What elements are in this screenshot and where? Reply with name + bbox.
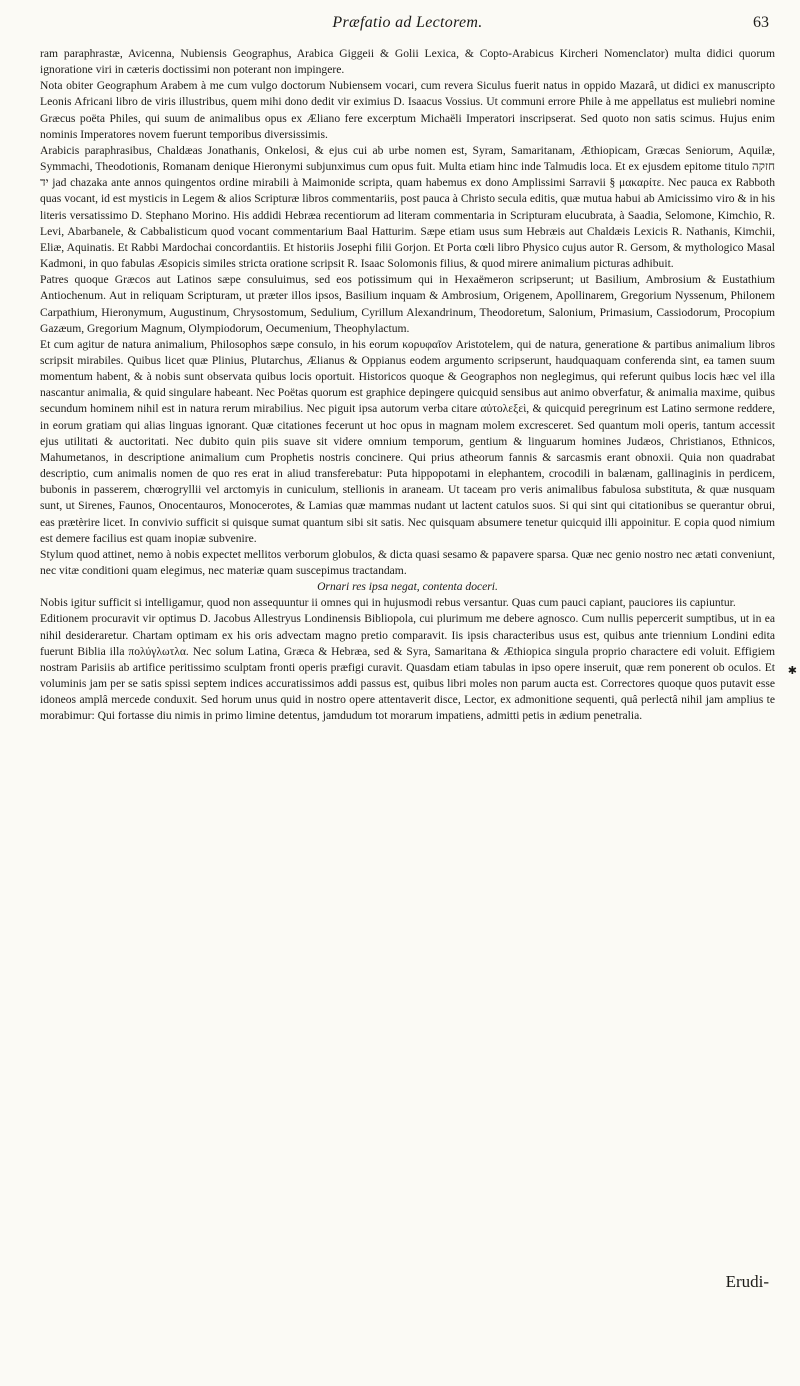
page (40, 14, 797, 1374)
page-number: 63 (753, 14, 769, 31)
paragraph-5: Et cum agitur de natura animalium, Philosophos sæpe consulo, in his eorum κορυφαῖον Aristotelem, qui de natura, generatione & partibus animalium libros scripsit mirabiles. Quibus licet quæ Plinius, Plutarchus, Ælianus & Oppianus eodem argumento scripserunt, haudquaquam conferenda sint, ea tamen suum momentum habent, & à nobis sunt observata quibus locis oportuit. Historicos quoque & Geographos non neglegimus, qui referunt quibus locis hæc vel illa nascantur animalia, & quid singulare habeant. Nec Poëtas quorum est graphice depingere quicquid sensibus aut animo obverfatur, & animalia maxime, quibus secundum hominem nihil est in natura rerum mirabilius. Nec piguit ipsa autorum verba citare αὐτολεξεὶ, & quicquid peregrinum est Latino sermone reddere, in eorum gratiam qui alias linguas ignorant. Quæ citationes fecerunt ut hoc opus in magnam molem excresceret. Sed quantum moli operis, tantum accessit ejus utilitati & auctoritati. Nec dubito quin piis suave sit videre omnium temporum, gentium & linguarum homines Judæos, Christianos, Ethnicos, Mahumetanos, in descriptione animalium cum Prophetis nostris concinere. Qui prius atheorum fannis & sarcasmis erant obnoxii. Quia non quadrabat descriptio, cum animalis nomen de quo res erat in aliud transferebatur: Puta hippopotami in elephantem, crocodili in balænam, gallinaginis in perdicem, bubonis in passerem, chœrogryllii vel arctomyis in cuniculum, stellionis in araneam. Ut taceam pro veris animalibus fabulosa substituta, & quæ nusquam sunt, ut Sirenes, Faunos, Onocentauros, Monocerotes, & Lamias quæ mammas nudant ut lactent catulos suos. Si qui sint qui citationibus se querantur obrui, eas prætèrire licet. In convivio sufficit si quisque sumat quantum sibi sit satis. Nec quisquam absumere tenetur quicquid illi appoinitur. E copia quod nimium est demere facilius est quam inopiæ subvenire. (40, 337, 775, 545)
paragraph-6: Stylum quod attinet, nemo à nobis expectet mellitos verborum globulos, & dicta quasi sesamo & papavere sparsa. Quæ nec genio nostro nec ætati conveniunt, nec vitæ conditioni quam elegimus, nec materiæ quam suscepimus tractandam. (40, 547, 775, 577)
margin-mark: ✱ (787, 665, 797, 677)
verse-quote: Ornari res ipsa negat, contenta doceri. (317, 580, 498, 594)
paragraph-3: Arabicis paraphrasibus, Chaldæas Jonathanis, Onkelosi, & ejus cui ab urbe nomen est, Syram, Samaritanam, Æthiopicam, Græcas Seniorum, Aquilæ, Symmachi, Theodotionis, Romanam denique Hieronymi subjunximus cum opus fuit. Multa etiam hinc inde Talmudis loca. Et ex ejusdem epitome titulo חזקה יד jad chazaka ante annos quingentos ordine mirabili à Maimonide scripta, quam habemus ex dono Amplissimi Sarravii § μακαρίτε. Nec pauca ex Rabboth quas vocant, id est mysticis in Legem & alios Scripturæ libros commentariis, post pauca à Christo secula editis, quæ mutua habui ab Amicissimo viro & in his literis versatissimo D. Stephano Morino. His addidi Hebræa recentiorum ad literam commentaria in Scripturam elucubrata, à Saadia, Selomone, Kimchio, R. Levi, Abarbanele, & Cabbalisticum quod vocant commentarium Baal Hatturim. Sæpe etiam usus sum Hebræis aut Chaldæis Lexicis R. Nathanis, Kimchii, Eliæ, Aquinatis. Et Rabbi Mardochai concordantiis. Et historiis Josephi filii Gorjon. Et Porta cœli libro Physico cujus autor R. Gersom, & mythologico Masal Kadmoni, in quo fabulas Æsopicis similes stricta oratione scripsit R. Isaac Solomonis filius, & quod mirere animalium picturas adhibuit. (40, 143, 775, 271)
body-text (40, 46, 775, 725)
running-title: Præfatio ad Lectorem. (332, 14, 483, 31)
paragraph-7: Nobis igitur sufficit si intelligamur, quod non assequuntur ii omnes qui in hujusmodi rebus versantur. Quas cum pauci capiant, pauciores iis capiuntur. (40, 596, 736, 610)
paragraph-1: ram paraphrastæ, Avicenna, Nubiensis Geographus, Arabica Giggeii & Golii Lexica, & Copto-Arabicus Kircheri Nomenclator) multa didici quorum ignoratione viri in cæteris doctissimi non poterant non impingere. (40, 47, 775, 77)
paragraph-2: Nota obiter Geographum Arabem à me cum vulgo doctorum Nubiensem vocari, cum revera Siculus fuerit natus in oppido Mazarâ, ut didici ex manuscripto Leonis Africani libro de viris illustribus, quem mihi dono dedit vir eximius D. Isaacus Vossius. Ut communi errore Phile à me appellatus est muliebri nomine Græcus poëta Philes, qui suum de animalibus opus ex Æliano fere excerptum Michaëli Imperatori inscripserat. Sed quoto non satis scimus. Hujus enim nominis Imperatores novem fuerunt temporibus diversissimis. (40, 79, 775, 141)
catchword: Erudi- (725, 1272, 769, 1291)
paragraph-8: Editionem procuravit vir optimus D. Jacobus Allestryus Londinensis Bibliopola, cui plurimum me debere agnosco. Cum nullis pepercerit sumptibus, ut in ea nihil desideraretur. Chartam optimam ex his oris advectam magno pretio comparavit. Iis ipsis characteribus usus est, quibus ante triennium Londini edita fuerunt Biblia illa πολύγλωτλα. Nec solum Latina, Græca & Hebræa, sed & Syra, Samaritana & Æthiopica singula proprio charactere edi voluit. Effigiem nostram Parisiis ab artifice peritissimo sculptam fronti operis præfigi curavit. Quasdam etiam tabulas in ipso opere inseruit, quæ rem ponerent ob oculos. Et voluminis jam per se satis spissi septem indices accuratissimos addi passus est, quibus libri moles non parum aucta est. Correctores quoque quos putavit esse idoneos amplâ mercede conduxit. Sed horum unus quid in nostro opere attentaverit disce, Lector, ex admonitione sequenti, quâ perlectâ nihil jam amplius te morabimur: Qui fortasse diu nimis in primo limine detentus, jamdudum tot morarum impatiens, admitti petis in ædium penetralia. (40, 612, 775, 723)
running-head (40, 14, 775, 42)
paragraph-4: Patres quoque Græcos aut Latinos sæpe consuluimus, sed eos potissimum qui in Hexaëmeron scripserunt; ut Basilium, Ambrosium & Eustathium Antiochenum. Aut in reliquam Scripturam, ut præter illos ipsos, Basilium inquam & Ambrosium, Origenem, Apollinarem, Gregorium Nyssenum, Philonem Carpathium, Hieronymum, Augustinum, Chrysostomum, Sedulium, Cyrillum Alexandrinum, Theodoretum, Salonium, Primasium, Cassiodorum, Procopium Gazæum, Gregorium Magnum, Olympiodorum, Oecumenium, Theophylactum. (40, 273, 775, 335)
